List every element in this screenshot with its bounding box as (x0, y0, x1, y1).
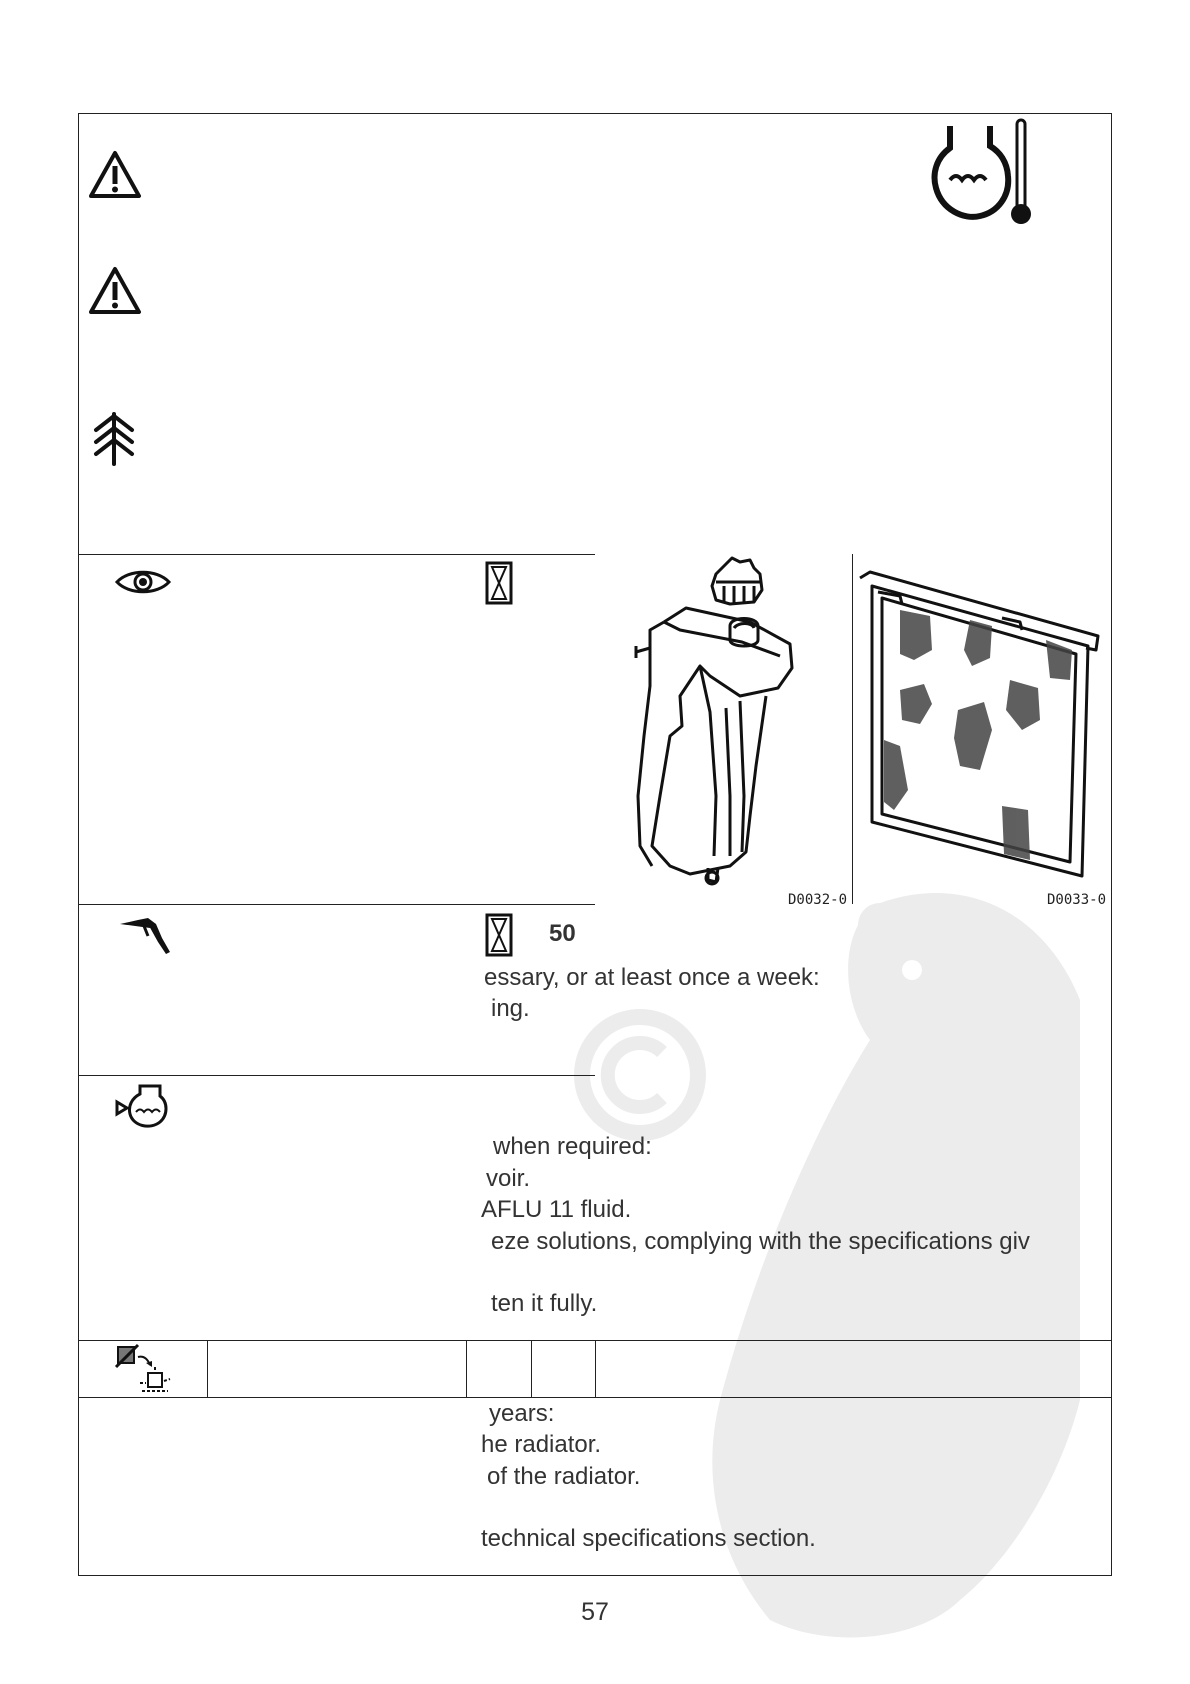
expansion-tank-illustration (630, 556, 810, 886)
replace-coolant-icon (112, 1343, 174, 1397)
divider (852, 554, 853, 904)
hourglass-icon (485, 913, 513, 957)
text-line: of the radiator. (487, 1463, 641, 1490)
interval-hours: 50 (549, 920, 576, 947)
coolant-temperature-icon (928, 118, 1038, 226)
air-filter-illustration (860, 570, 1100, 882)
text-line: he radiator. (481, 1431, 602, 1458)
inspect-eye-icon (115, 568, 171, 596)
divider (531, 1340, 532, 1397)
page-number: 57 (581, 1598, 609, 1626)
text-line: years: (489, 1400, 555, 1427)
text-line: technical specifications section. (481, 1525, 816, 1552)
hourglass-icon (485, 561, 513, 605)
figure-label-tank: D0032-0 (788, 892, 848, 908)
divider (78, 1075, 595, 1076)
divider (78, 1397, 1112, 1398)
divider (78, 904, 595, 905)
text-line: AFLU 11 fluid. (481, 1196, 632, 1223)
text-line: voir. (486, 1165, 531, 1192)
divider (595, 1340, 596, 1397)
text-line: essary, or at least once a week: (484, 964, 820, 991)
divider (466, 1340, 467, 1397)
divider (207, 1340, 208, 1397)
coolant-topup-icon (114, 1082, 174, 1132)
divider (78, 554, 595, 555)
air-blow-gun-icon (118, 912, 174, 960)
text-line: eze solutions, complying with the specifications giv (491, 1228, 1030, 1255)
text-line: when required: (493, 1133, 652, 1160)
figure-label-filter: D0033-0 (1047, 892, 1107, 908)
environment-tree-icon (92, 412, 136, 466)
text-line: ing. (491, 995, 530, 1022)
warning-icon (88, 150, 142, 200)
warning-icon (88, 266, 142, 316)
text-line: ten it fully. (491, 1290, 598, 1317)
